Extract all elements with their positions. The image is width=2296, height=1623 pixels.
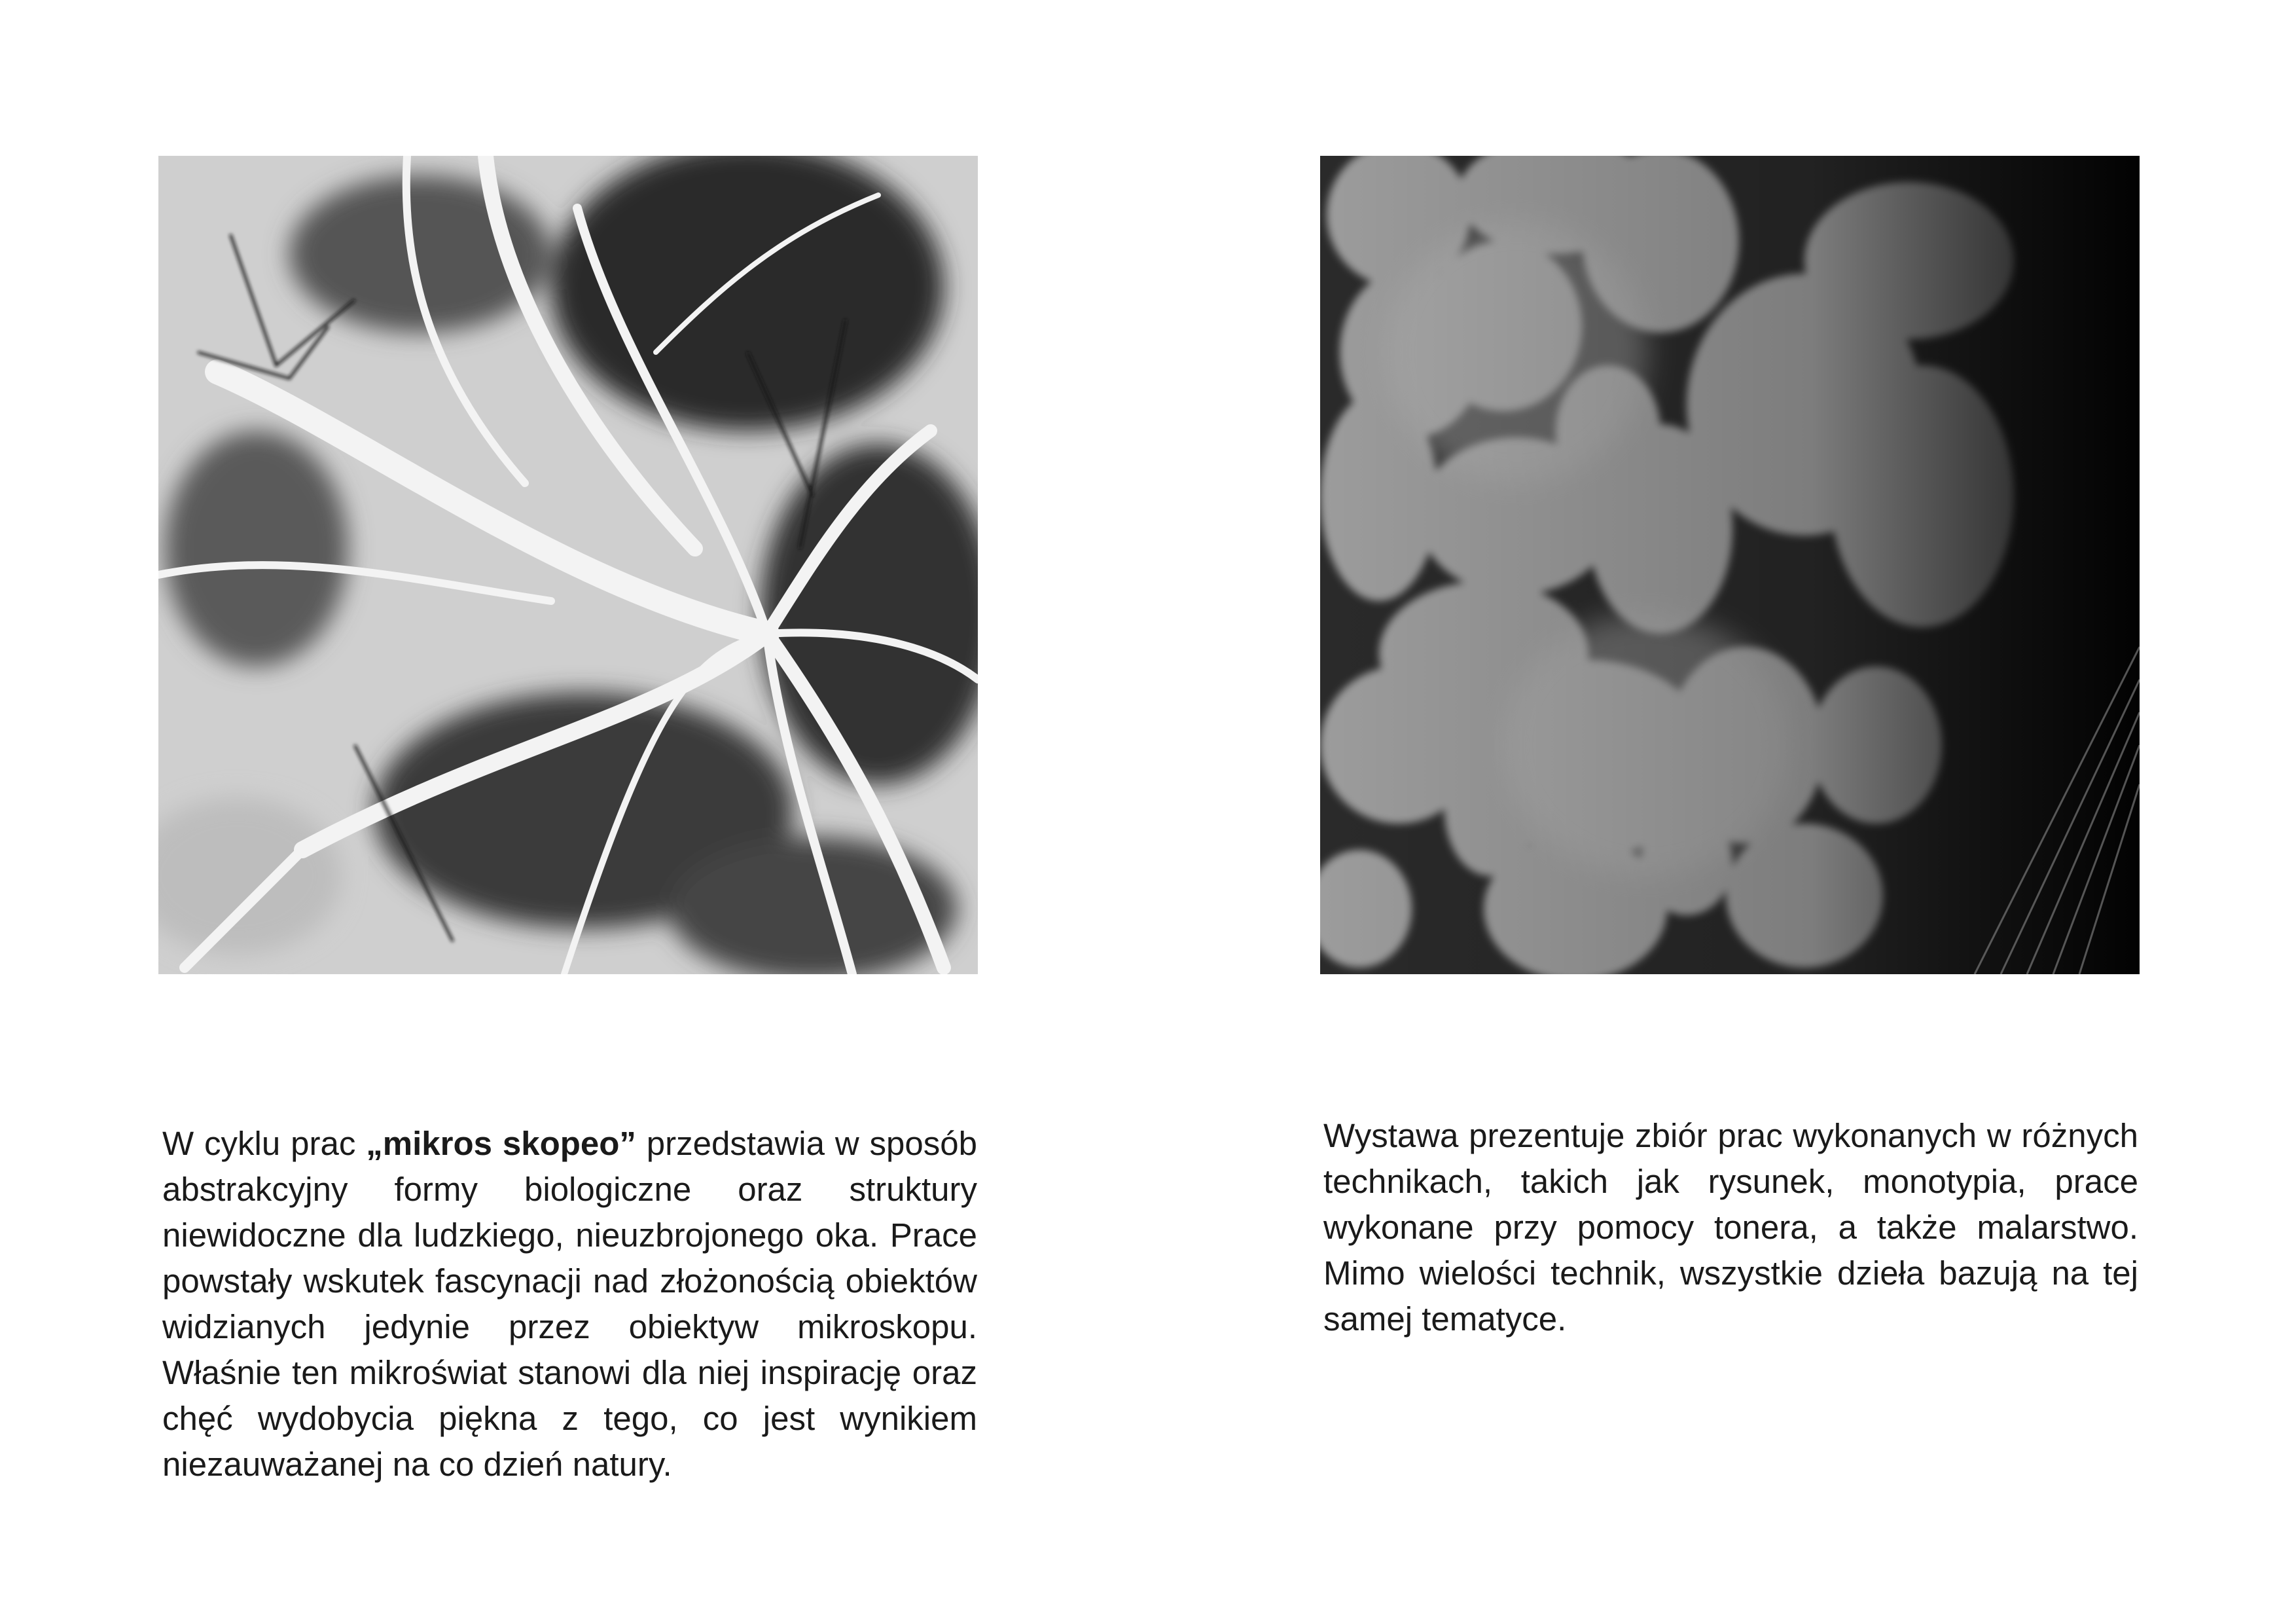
cycle-title: „mikros skopeo” [366, 1125, 636, 1162]
cycle-description-paragraph [162, 1121, 977, 1487]
exhibition-description-paragraph [1323, 1113, 2138, 1342]
paragraph-body: Wystawa prezentuje zbiór prac wykonanych w różnych technikach, takich jak rysunek, monotypia, prace wykonane przy pomocy tonera, a także malarstwo. Mimo wielości technik, wszystkie dzieła bazują na tej samej tematyce. [1323, 1117, 2138, 1338]
paragraph-intro: W cyklu prac [162, 1125, 367, 1162]
cellular-structure-artwork [1320, 156, 2140, 974]
branching-structure-artwork [158, 156, 978, 974]
paragraph-body: przedstawia w sposób abstrakcyjny formy biologiczne oraz struktury niewidoczne dla ludzkiego, nieuzbrojonego oka. Prace powstały wskutek fascynacji nad złożonością obiektów widzianych jedynie przez obiektyw mikroskopu. Właśnie ten mikroświat stanowi dla niej inspirację oraz chęć wydobycia piękna z tego, co jest wynikiem niezauważanej na co dzień natury. [162, 1125, 977, 1483]
